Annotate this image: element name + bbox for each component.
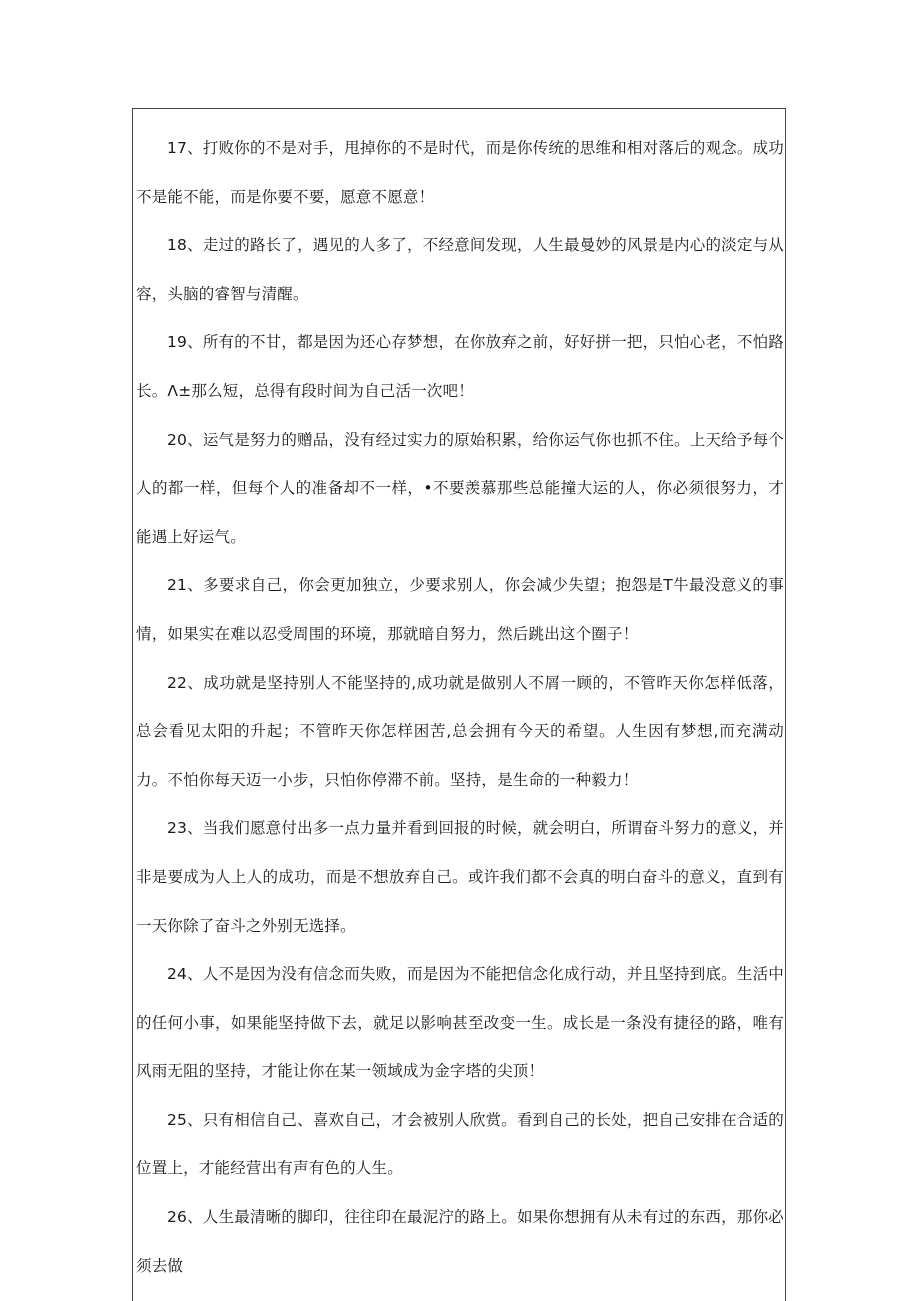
paragraph-20: 20、运气是努力的赠品，没有经过实力的原始积累，给你运气你也抓不住。上天给予每个人的都一样，但每个人的准备却不一样，•不要羡慕那些总能撞大运的人，你必须很努力，才能遇上好运气。: [136, 430, 784, 546]
paragraph-24: 24、人不是因为没有信念而失败，而是因为不能把信念化成行动，并且坚持到底。生活中的任何小事，如果能坚持做下去，就足以影响甚至改变一生。成长是一条没有捷径的路，唯有风雨无阻的坚持，才能让你在某一领域成为金字塔的尖顶！: [136, 965, 784, 1081]
paragraph-22: 22、成功就是坚持别人不能坚持的,成功就是做别人不屑一顾的，不管昨天你怎样低落，总会看见太阳的升起；不管昨天你怎样困苦,总会拥有今天的希望。人生因有梦想,而充满动力。不怕你每天迈一小步，只怕你停滞不前。坚持，是生命的一种毅力！: [136, 673, 784, 789]
paragraph-17: 17、打败你的不是对手，甩掉你的不是时代，而是你传统的思维和相对落后的观念。成功不是能不能，而是你要不要，愿意不愿意！: [136, 139, 784, 206]
paragraph-19: 19、所有的不甘，都是因为还心存梦想，在你放弃之前，好好拼一把，只怕心老，不怕路长。Λ±那么短，总得有段时间为自己活一次吧！: [136, 333, 784, 400]
paragraph-21: 21、多要求自己，你会更加独立，少要求别人，你会减少失望；抱怨是T牛最没意义的事情，如果实在难以忍受周围的环境，那就暗自努力，然后跳出这个圈子！: [136, 576, 784, 643]
paragraph-25: 25、只有相信自己、喜欢自己，才会被别人欣赏。看到自己的长处，把自己安排在合适的位置上，才能经营出有声有色的人生。: [136, 1110, 784, 1178]
paragraph-26: 26、人生最清晰的脚印，往往印在最泥泞的路上。如果你想拥有从未有过的东西，那你必须去做: [136, 1208, 784, 1275]
paragraph-23: 23、当我们愿意付出多一点力量并看到回报的时候，就会明白，所谓奋斗努力的意义，并非是要成为人上人的成功，而是不想放弃自己。或许我们都不会真的明白奋斗的意义，直到有一天你除了奋斗之外别无选择。: [136, 819, 784, 935]
paragraph-18: 18、走过的路长了，遇见的人多了，不经意间发现，人生最曼妙的风景是内心的淡定与从容，头脑的睿智与清醒。: [136, 236, 784, 303]
document-body: [136, 124, 784, 1290]
